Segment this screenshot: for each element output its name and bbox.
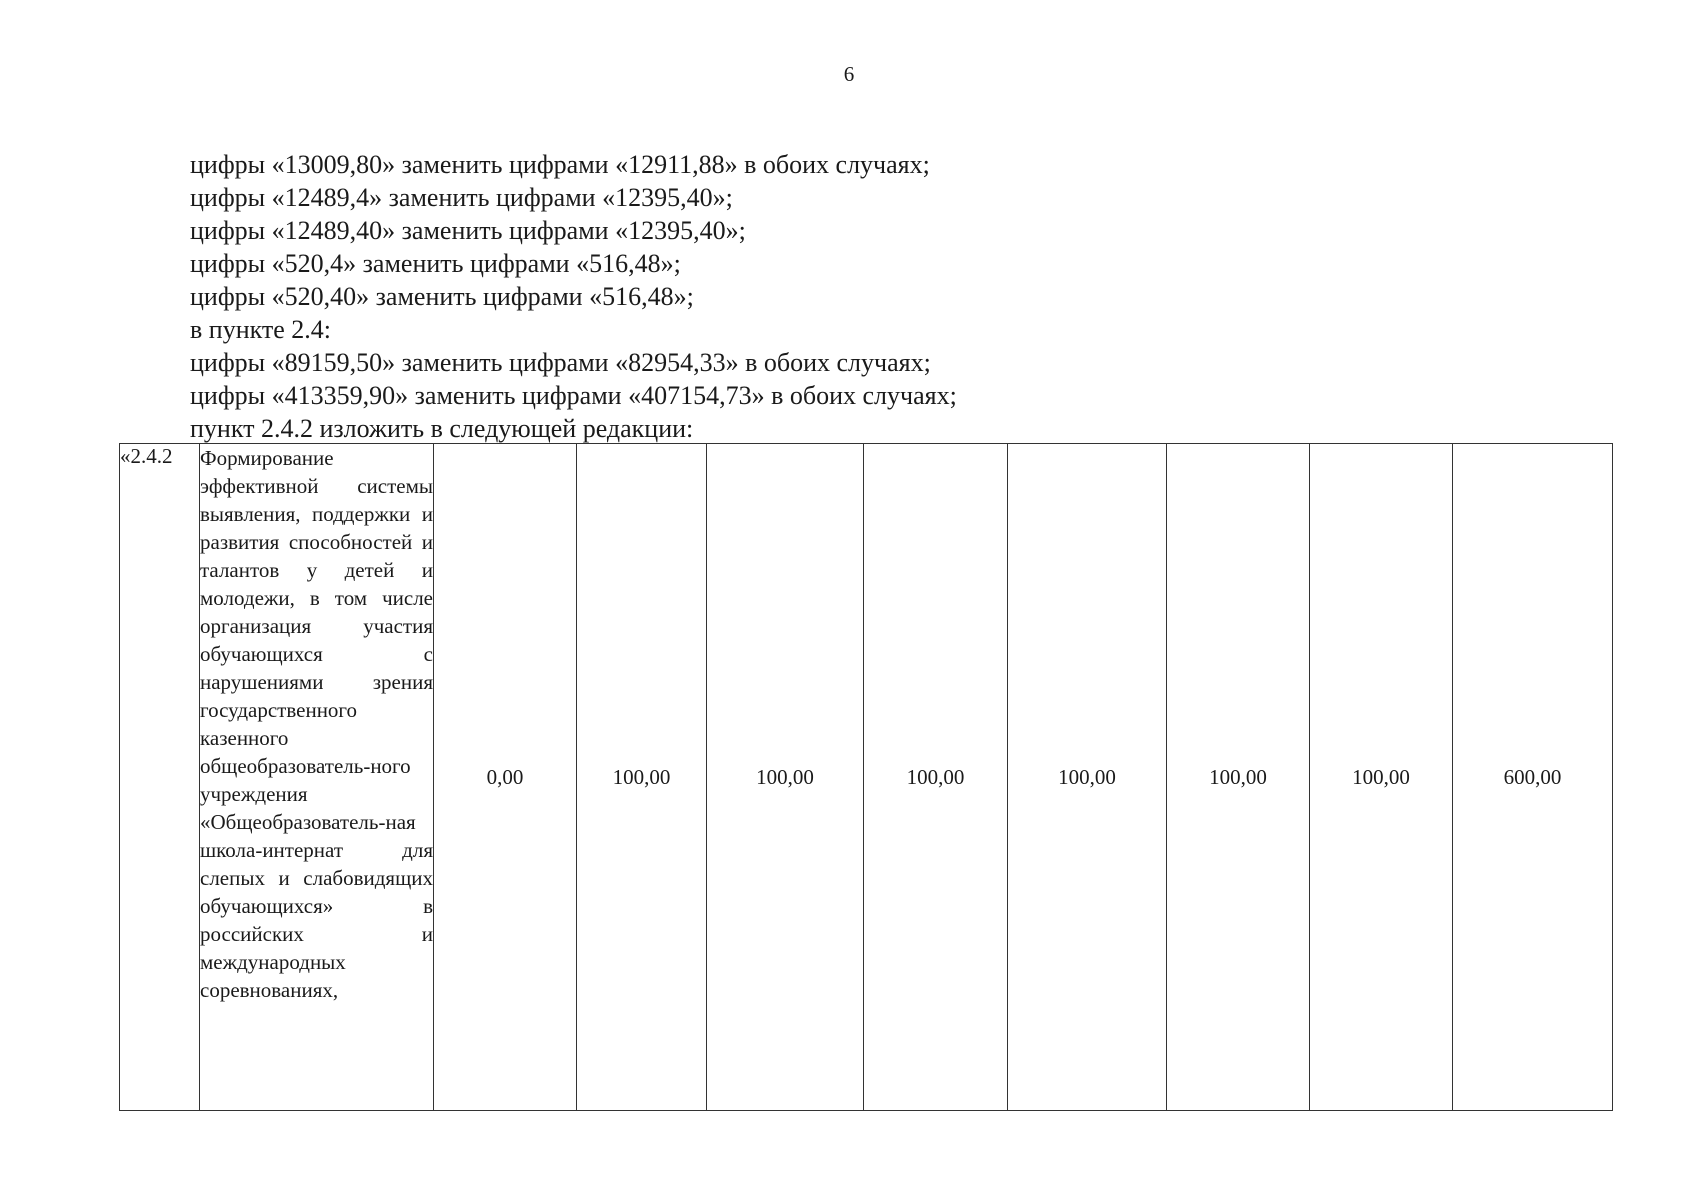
value-cell: 100,00	[707, 444, 864, 1111]
amendment-line: цифры «413359,90» заменить цифрами «407154,73» в обоих случаях;	[190, 381, 957, 410]
amendments-list	[190, 148, 1390, 445]
value-cell: 100,00	[1310, 444, 1453, 1111]
amendment-line: цифры «520,40» заменить цифрами «516,48»;	[190, 282, 694, 311]
page-number: 6	[843, 62, 855, 86]
value-cell: 100,00	[864, 444, 1008, 1111]
row-description-cell	[200, 444, 434, 1111]
amendment-line: в пункте 2.4:	[190, 315, 332, 344]
amendment-line: цифры «89159,50» заменить цифрами «82954,33» в обоих случаях;	[190, 348, 931, 377]
value-cell: 100,00	[1008, 444, 1167, 1111]
value-cell: 0,00	[434, 444, 577, 1111]
budget-table	[119, 443, 1613, 1111]
total-value-cell: 600,00	[1453, 444, 1613, 1111]
amendment-line: цифры «12489,4» заменить цифрами «12395,40»;	[190, 183, 733, 212]
amendment-line: цифры «13009,80» заменить цифрами «12911,88» в обоих случаях;	[190, 150, 930, 179]
value-cell: 100,00	[577, 444, 707, 1111]
value-cell: 100,00	[1167, 444, 1310, 1111]
row-description: Формирование эффективной системы выявления, поддержки и развития способностей и талантов у детей и молодежи, в том числе организация участия обучающихся с нарушениями зрения государственного казенного общеобразователь-ного учреждения «Общеобразователь-ная школа-интернат для слепых и слабовидящих обучающихся» в российских и международных соревнованиях,	[200, 446, 433, 1002]
amendment-line: цифры «12489,40» заменить цифрами «12395,40»;	[190, 216, 746, 245]
table-row	[120, 444, 1613, 1111]
amendment-line: пункт 2.4.2 изложить в следующей редакции:	[190, 414, 694, 443]
amendment-line: цифры «520,4» заменить цифрами «516,48»;	[190, 249, 681, 278]
row-number: «2.4.2	[120, 444, 200, 1111]
